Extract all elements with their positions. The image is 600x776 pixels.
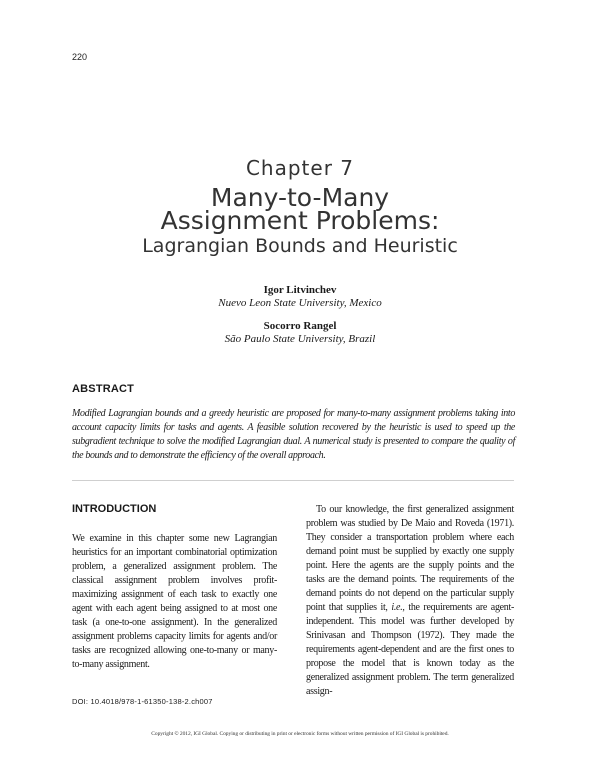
body-text-italic: i.e. (391, 602, 403, 613)
abstract-text: Modified Lagrangian bounds and a greedy heuristic are proposed for many-to-many assignment problems taking into account capacity limits for tasks and agents. A feasible solution recovered by the heuristic is used to speed up the subgradient technique to solve the modified Lagrangian dual. A numerical study is presented to compare the quality of the bounds and to demonstrate the efficiency of the overall approach. (72, 408, 515, 461)
introduction-heading: INTRODUCTION (72, 503, 157, 515)
chapter-subtitle: Lagrangian Bounds and Heuristic (142, 235, 458, 257)
introduction-left-column: We examine in this chapter some new Lagrangian heuristics for an important combinatorial optimization problem, a generalized assignment problem. The classical assignment problem involves profit-maximizing assignment of each task to exactly one agent with each agent being assigned to at most one task (a one-to-one assignment). In the generalized assignment problems capacity limits for agents and/or tasks are recognized allowing one-to-many or many-to-many assignment. (72, 533, 277, 670)
abstract-heading: ABSTRACT (72, 383, 135, 395)
author-name: Socorro Rangel (263, 320, 337, 332)
page-number: 220 (72, 52, 88, 62)
author-name: Igor Litvinchev (263, 284, 337, 296)
section-divider (72, 480, 514, 481)
body-text: To our knowledge, the first generalized assignment problem was studied by De Maio and Roveda (1971). They consider a transportation problem where each demand point must be supplied by exactly one supply point. Here the agents are the supply points and the tasks are the demand points. The requirements of the demand points do not depend on the particular supply point that supplies it, (306, 504, 514, 613)
chapter-title-line-2: Assignment Problems: (160, 206, 440, 235)
chapter-title-line-1: Many-to-Many (210, 183, 390, 212)
body-text: , the requirements are agent-independent. This model was further developed by Srinivasan and Thompson (1972). They made the requirements agent-dependent and are the first ones to propose the model that is known today as the generalized assignment problem. The term generalized assign- (306, 602, 514, 697)
author-affiliation: São Paulo State University, Brazil (224, 333, 376, 345)
copyright-notice: Copyright © 2012, IGI Global. Copying or distributing in print or electronic forms without written permission of IGI Global is prohibited. (151, 731, 449, 737)
introduction-right-column (306, 503, 514, 699)
chapter-label: Chapter 7 (245, 156, 355, 180)
author-affiliation: Nuevo Leon State University, Mexico (218, 297, 382, 309)
doi: DOI: 10.4018/978-1-61350-138-2.ch007 (72, 697, 213, 706)
